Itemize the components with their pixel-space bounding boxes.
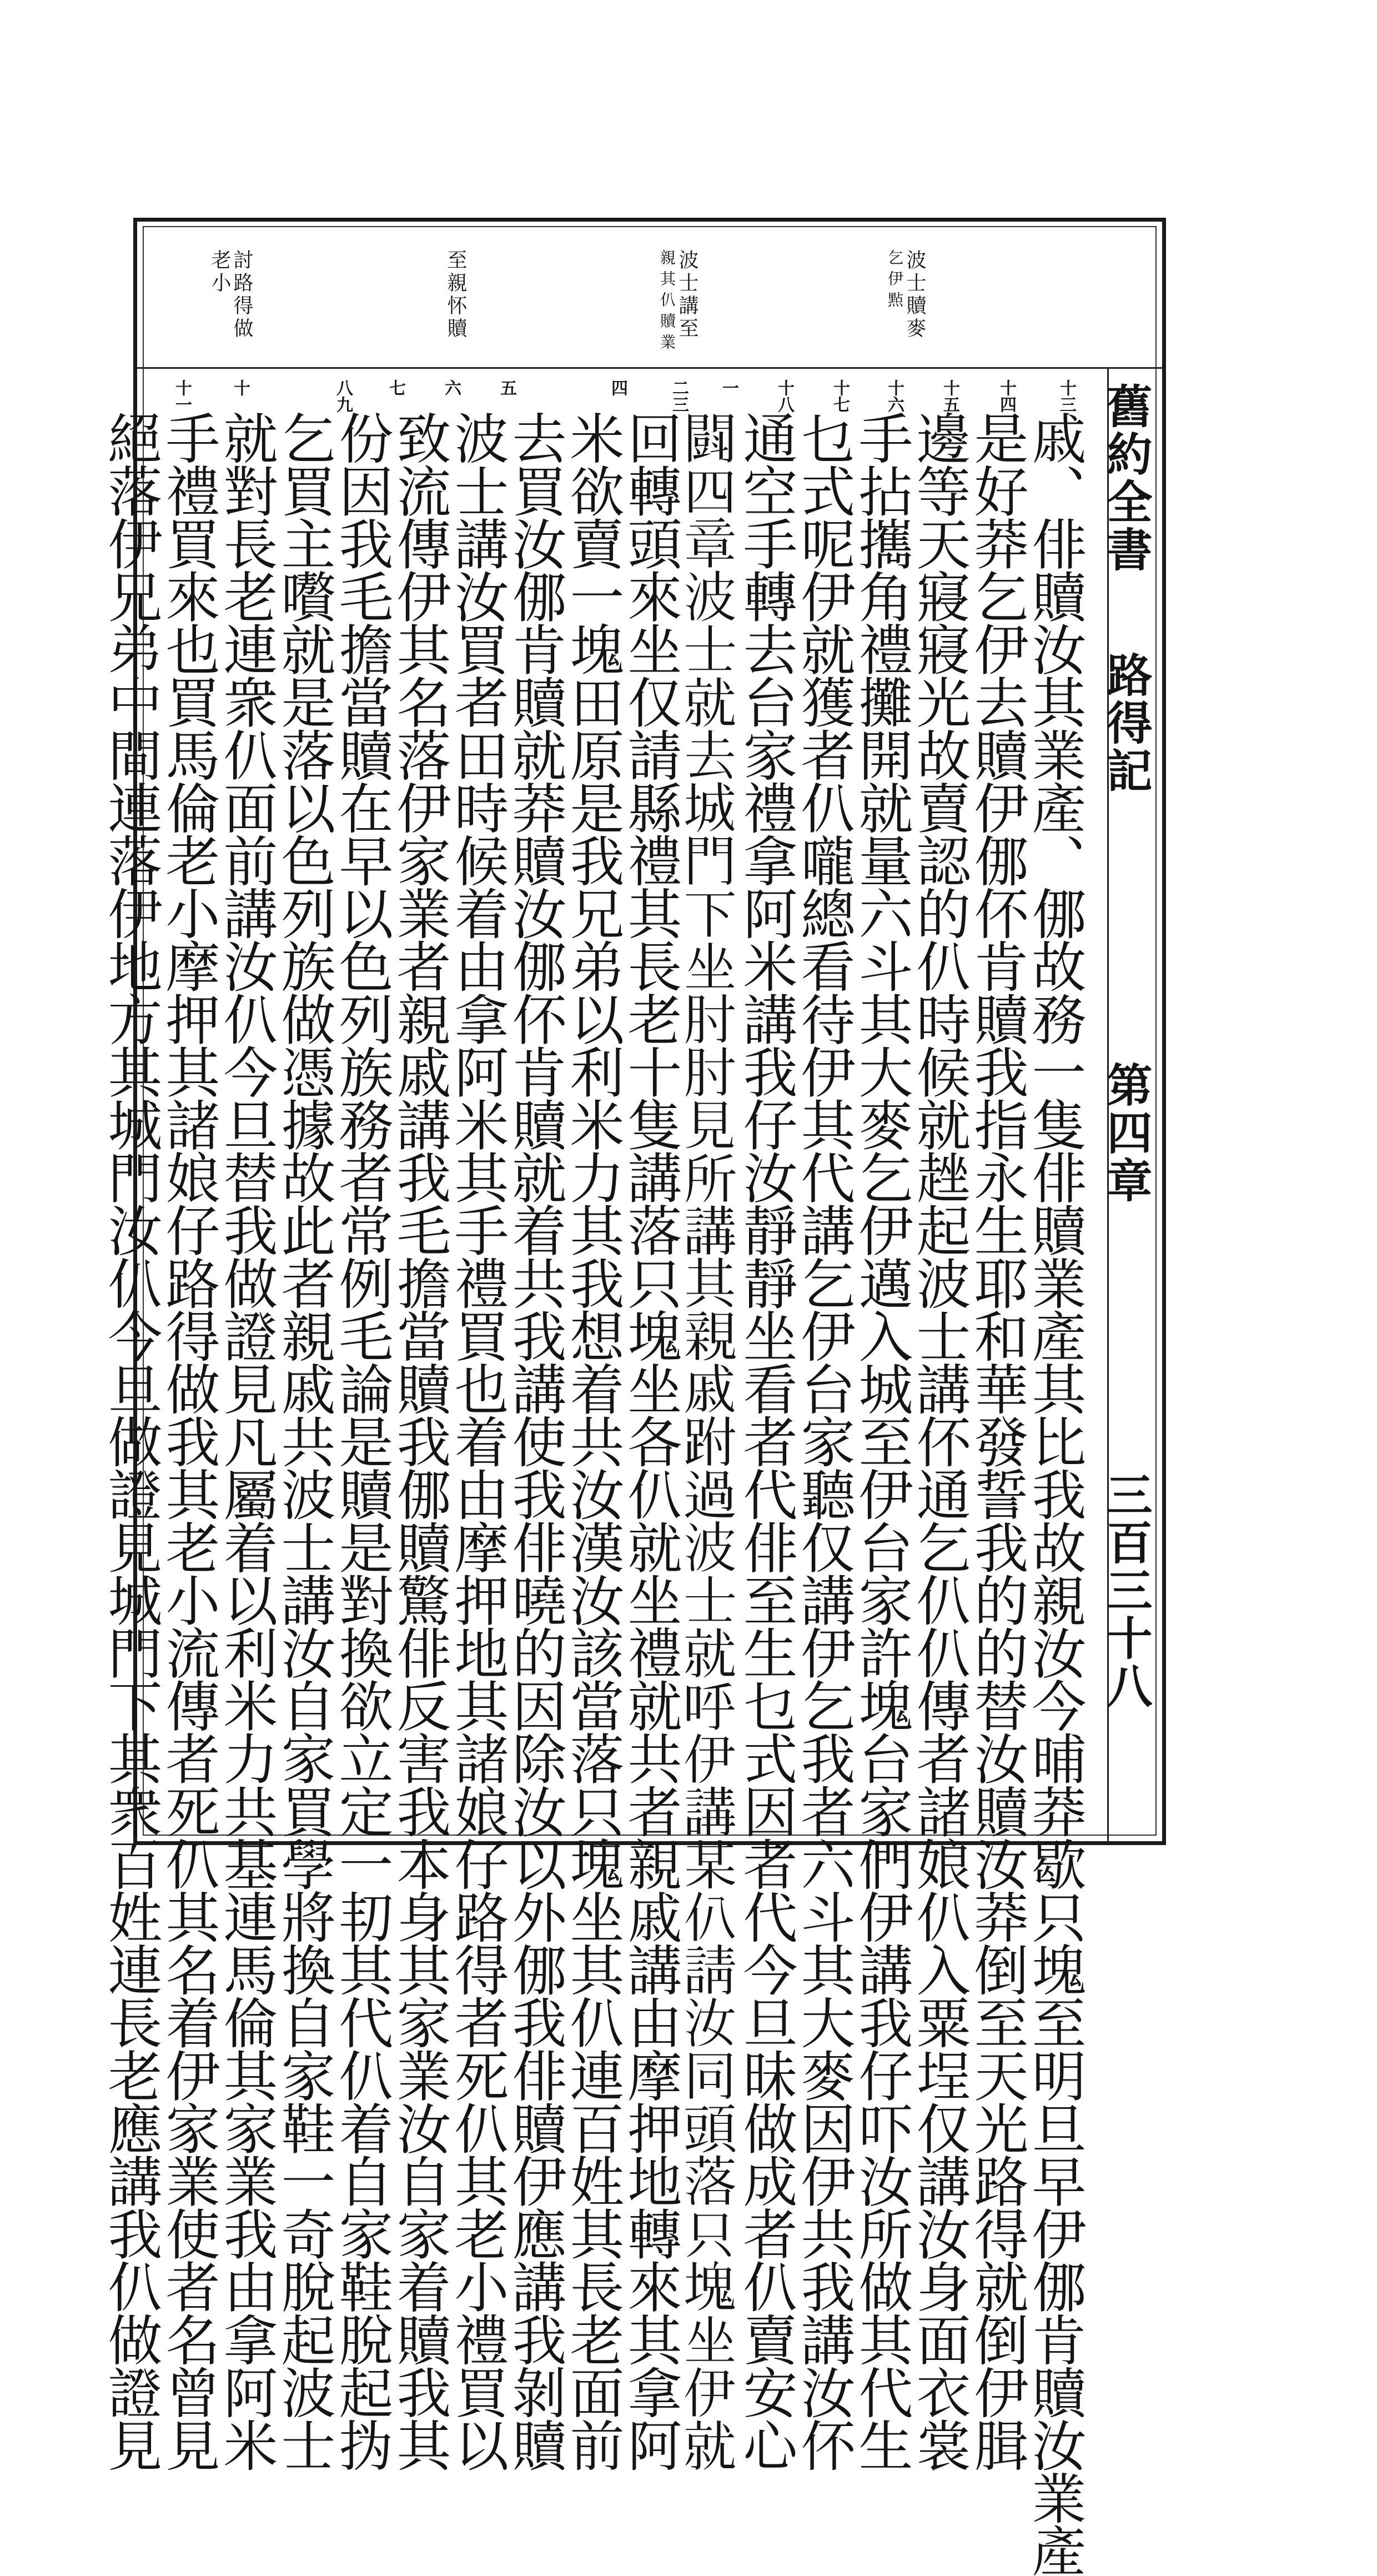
verse-number: 六 <box>441 379 461 396</box>
chapter-title: 第四章 <box>1099 1061 1153 1205</box>
text-column: 致流傳伊其名落伊家業者親戚講我毛擔當贖我㑚贖驚俳反害我本身其家業汝自家着贖我其 <box>388 410 451 2470</box>
text-column: 份因我毛擔當贖在早以色列族務者常例毛論是贖是對換欲立定一㓞其代仈着自家鞋脫起㧑 <box>330 410 393 2470</box>
verse-number: 十四 <box>997 379 1016 413</box>
note-sub: 親其仈贖業 <box>658 249 676 355</box>
text-column: 乜式呢伊就獲者仈嚨總看待伊其代講乞伊台家聽仅講伊乞我者六斗其大麥因伊共我講汝伓 <box>792 410 855 2470</box>
header-rule <box>137 367 1162 369</box>
verse-number: 五 <box>497 379 516 396</box>
note-sub: 老小 <box>208 249 231 295</box>
page-number: 三百三十八 <box>1099 1471 1153 1710</box>
verse-number: 二三 <box>669 379 689 413</box>
verse-number: 一 <box>719 379 738 396</box>
text-column: 手禮買來也買馬倫老小摩押其諸娘仔路得做我其老小流傳者死仈其名着伊家業使者名曾見 <box>157 410 220 2470</box>
verse-number: 十七 <box>830 379 850 413</box>
text-column: 米欲賣一塊田原是我兄弟以利米力其我想着共汝漢汝該當落只塊坐其仈連百姓其長老面前 <box>561 410 624 2470</box>
header-note <box>659 249 697 360</box>
verse-number: 七 <box>386 379 405 396</box>
text-column: 去買汝㑚肯贖就莽贖汝㑚伓肯贖就着共我講使我俳曉的因除汝以外㑚我俳贖伊應講我剝贖 <box>503 410 566 2470</box>
note-main: 波士贖麥 <box>903 249 926 340</box>
verse-number: 十八 <box>775 379 794 413</box>
verse-number: 十一 <box>172 379 192 413</box>
text-column: 𨶜四章波士就去城門下坐肘肘見所講其親戚跗過波士就呼伊講某仈請汝同頭落只塊坐伊就 <box>676 410 740 2470</box>
header-note <box>209 249 252 360</box>
note-main: 至親怀贖 <box>444 249 467 340</box>
text-column: 絕落伊兄弟中間連落伊地方其城門汝仈今旦做證見城門下其衆百姓連長老應講我仈做證見 <box>99 410 162 2470</box>
verse-number: 十五 <box>940 379 959 413</box>
verse-number: 八九 <box>333 379 353 413</box>
verse-number: 十三 <box>1057 379 1076 413</box>
note-sub: 乞伊㸃 <box>886 249 904 313</box>
text-column: 戚、俳贖汝其業產、㑚故務一隻俳贖業產其比我故親汝今晡莽歇只塊至明旦早伊㑚肯贖汝業產 <box>1023 410 1086 2576</box>
text-column: 波士講汝買者田時候着由拿阿米其手禮買也着由摩押地其諸娘仔路得者死仈其老小禮買以 <box>445 410 509 2470</box>
page-frame <box>99 218 1166 2576</box>
text-column: 就對長老連衆仈面前講汝仈今旦替我做證見凡屬着以利米力共基連馬倫其家業我由拿阿米 <box>214 410 278 2470</box>
text-column: 是好莽乞伊去贖伊㑚伓肯贖我指永生耶和華發誓我的的替汝贖汝莽倒至天光路得就倒伊䐕 <box>965 410 1028 2470</box>
text-column: 乞買主嚽就是落以色列族做憑據故此者親戚共波士講汝自家買學將換自家鞋一奇脫起波士 <box>272 410 335 2470</box>
text-column: 通空手轉去台家禮拿阿米講我仔汝靜靜坐看者代俳至生乜式因者代今旦昧做成者仈賣安心 <box>734 410 797 2470</box>
verse-number: 十 <box>230 379 250 396</box>
header-note <box>445 249 465 360</box>
book-title: 舊約全書 <box>1099 383 1153 574</box>
text-column: 邊等天寢寢光故賣認的仈時候就趖起波士講伓通乞仈仈傳者諸娘仈入粟埕仅講汝身面衣裳 <box>907 410 971 2470</box>
text-column: 手拈𢹂角禮攤開就量六斗其大麥乞伊邁入城至伊台家許塊台家們伊講我仔吓汝所做其代生 <box>850 410 913 2470</box>
section-title: 路得記 <box>1099 651 1153 795</box>
note-main: 討路得做 <box>230 249 253 340</box>
main-text <box>99 410 1108 2576</box>
header-note <box>887 249 924 360</box>
text-column: 回轉頭來坐仅請縣禮其長老十隻講落只塊坐各仈就坐禮就共者親戚講由摩押地轉來其拿阿 <box>619 410 682 2470</box>
note-main: 波士講至 <box>676 249 698 340</box>
verse-number: 十六 <box>885 379 904 413</box>
verse-number: 四 <box>608 379 627 396</box>
running-title <box>1101 383 1151 1832</box>
